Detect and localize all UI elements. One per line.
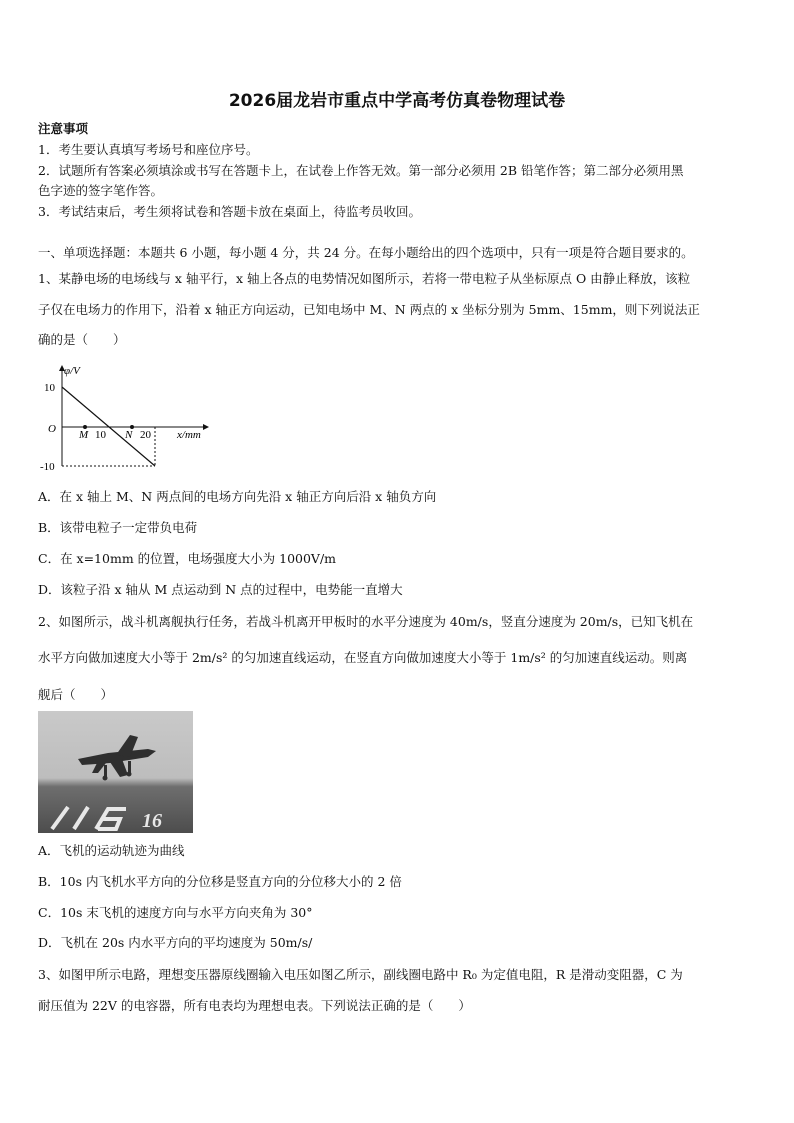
section-heading: 一、单项选择题：本题共 6 小题，每小题 4 分，共 24 分。在每小题给出的四个选项中，只有一项是符合题目要求的。 [38,245,694,260]
point-n-label: N [125,429,133,441]
fighter-jet-icon [78,735,156,781]
q1-option-c: C．在 x=10mm 的位置，电场强度大小为 1000V/m [38,551,337,566]
q3-line-2: 耐压值为 22V 的电容器，所有电表均为理想电表。下列说法正确的是（ ） [38,998,471,1013]
page-title: 2026届龙岩市重点中学高考仿真卷物理试卷 [228,91,566,111]
origin-label: O [48,423,56,435]
point-m-label: M [79,429,89,441]
q2-line-2: 水平方向做加速度大小等于 2m/s² 的匀加速直线运动，在竖直方向做加速度大小等于 1m/s² 的匀加速直线运动。则离 [38,650,688,665]
q2-option-d: D．飞机在 20s 内水平方向的平均速度为 50m/s/ [38,935,313,950]
y-axis-label: φ/V [64,365,80,377]
q2-option-b: B．10s 内飞机水平方向的分位移是竖直方向的分位移大小的 2 倍 [38,874,402,889]
q2-option-a: A．飞机的运动轨迹为曲线 [38,843,185,858]
q2-line-1: 2、如图所示，战斗机离舰执行任务，若战斗机离开甲板时的水平分速度为 40m/s，竖直分速度为 20m/s，已知飞机在 [38,614,694,629]
potential-graph [36,362,216,474]
q1-line-1: 1、某静电场的电场线与 x 轴平行，x 轴上各点的电势情况如图所示，若将一带电粒子从坐标原点 O 由静止释放，该粒 [38,271,691,286]
q1-line-3: 确的是（ ） [38,332,126,347]
notice-item-2: 2．试题所有答案必须填涂或书写在答题卡上，在试卷上作答无效。第一部分必须用 2B 铅笔作答；第二部分必须用黑 [38,163,684,178]
notice-item-2-cont: 色字迹的签字笔作答。 [38,183,164,198]
notice-item-1: 1．考生要认真填写考场号和座位序号。 [38,142,259,157]
q1-line-2: 子仅在电场力的作用下，沿着 x 轴正方向运动，已知电场中 M、N 两点的 x 坐标分别为 5mm、15mm，则下列说法正 [38,302,700,317]
x-axis-label: x/mm [177,429,201,441]
q3-line-1: 3、如图甲所示电路，理想变压器原线圈输入电压如图乙所示，副线圈电路中 R₀ 为定值电阻，R 是滑动变阻器，C 为 [38,967,683,982]
x-tick-10: 10 [95,429,106,441]
deck-markings [52,807,126,829]
y-tick-10: 10 [44,382,55,394]
q2-option-c: C．10s 末飞机的速度方向与水平方向夹角为 30° [38,905,313,920]
notice-item-3: 3．考试结束后，考生须将试卷和答题卡放在桌面上，待监考员收回。 [38,204,421,219]
deck-number: 16 [142,810,162,832]
q1-option-a: A．在 x 轴上 M、N 两点间的电场方向先沿 x 轴正方向后沿 x 轴负方向 [38,489,437,504]
x-tick-20: 20 [140,429,151,441]
y-tick-minus10: -10 [40,461,55,473]
q1-option-d: D．该粒子沿 x 轴从 M 点运动到 N 点的过程中，电势能一直增大 [38,582,403,597]
notice-heading: 注意事项 [38,121,89,136]
fighter-jet-photo [38,711,193,833]
q1-option-b: B．该带电粒子一定带负电荷 [38,520,198,535]
q2-line-3: 舰后（ ） [38,687,114,702]
